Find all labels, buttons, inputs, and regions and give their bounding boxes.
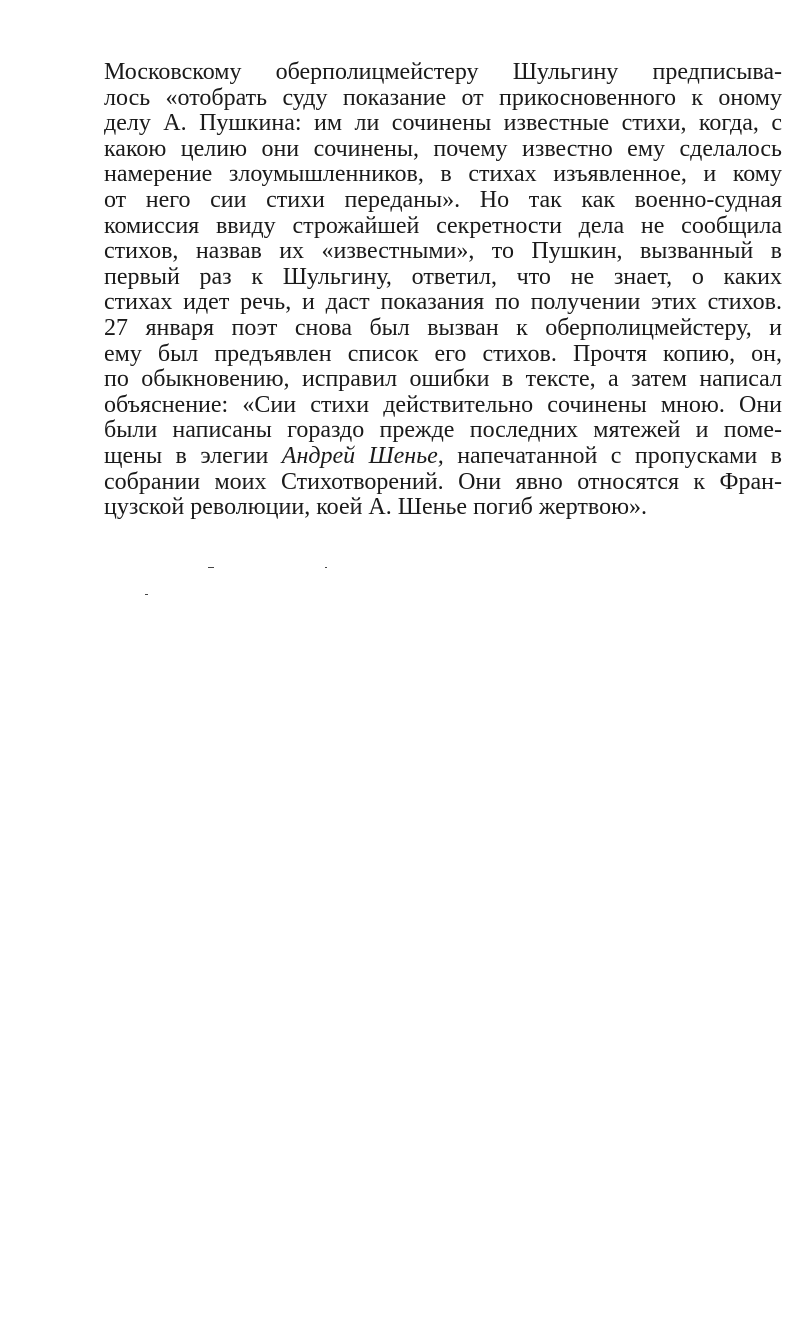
scan-speck (208, 567, 214, 568)
text-line: были написаны гораздо прежде последних мятежей и поме- (104, 418, 782, 444)
text-line: ему был предъявлен список его стихов. Прочтя копию, он, (104, 341, 782, 367)
text-line: лось «отобрать суду показание от прикосновенного к оному (104, 85, 782, 111)
text-line: 27 января поэт снова был вызван к оберполицмейстеру, и (104, 315, 782, 341)
text-run: напечатанной с пропусками в (443, 443, 782, 469)
body-paragraph (104, 60, 782, 521)
text-line: по обыкновению, исправил ошибки в тексте, а затем написал (104, 367, 782, 393)
text-line: комиссия ввиду строжайшей секретности дела не сообщила (104, 213, 782, 239)
text-line: от него сии стихи переданы». Но так как военно-судная (104, 187, 782, 213)
text-line: собрании моих Стихотворений. Они явно относятся к Фран- (104, 469, 782, 495)
text-line: какою целию они сочинены, почему известно ему сделалось (104, 136, 782, 162)
scan-speck (145, 594, 148, 595)
text-line: стихов, назвав их «известными», то Пушкин, вызванный в (104, 239, 782, 265)
text-line: Московскому оберполицмейстеру Шульгину предписыва- (104, 60, 782, 85)
text-line: стихах идет речь, и даст показания по получении этих стихов. (104, 290, 782, 316)
text-line: цузской революции, коей А. Шенье погиб жертвою». (104, 495, 647, 521)
text-line: первый раз к Шульгину, ответил, что не знает, о каких (104, 264, 782, 290)
italic-title: Андрей Шенье, (281, 443, 444, 469)
text-line-with-italic (104, 444, 782, 470)
text-line: делу А. Пушкина: им ли сочинены известные стихи, когда, с (104, 111, 782, 137)
text-line: объяснение: «Сии стихи действительно сочинены мною. Они (104, 392, 782, 418)
text-run: щены в элегии (104, 443, 282, 469)
scan-speck (325, 567, 327, 568)
text-line: намерение злоумышленников, в стихах изъявленное, и кому (104, 162, 782, 188)
